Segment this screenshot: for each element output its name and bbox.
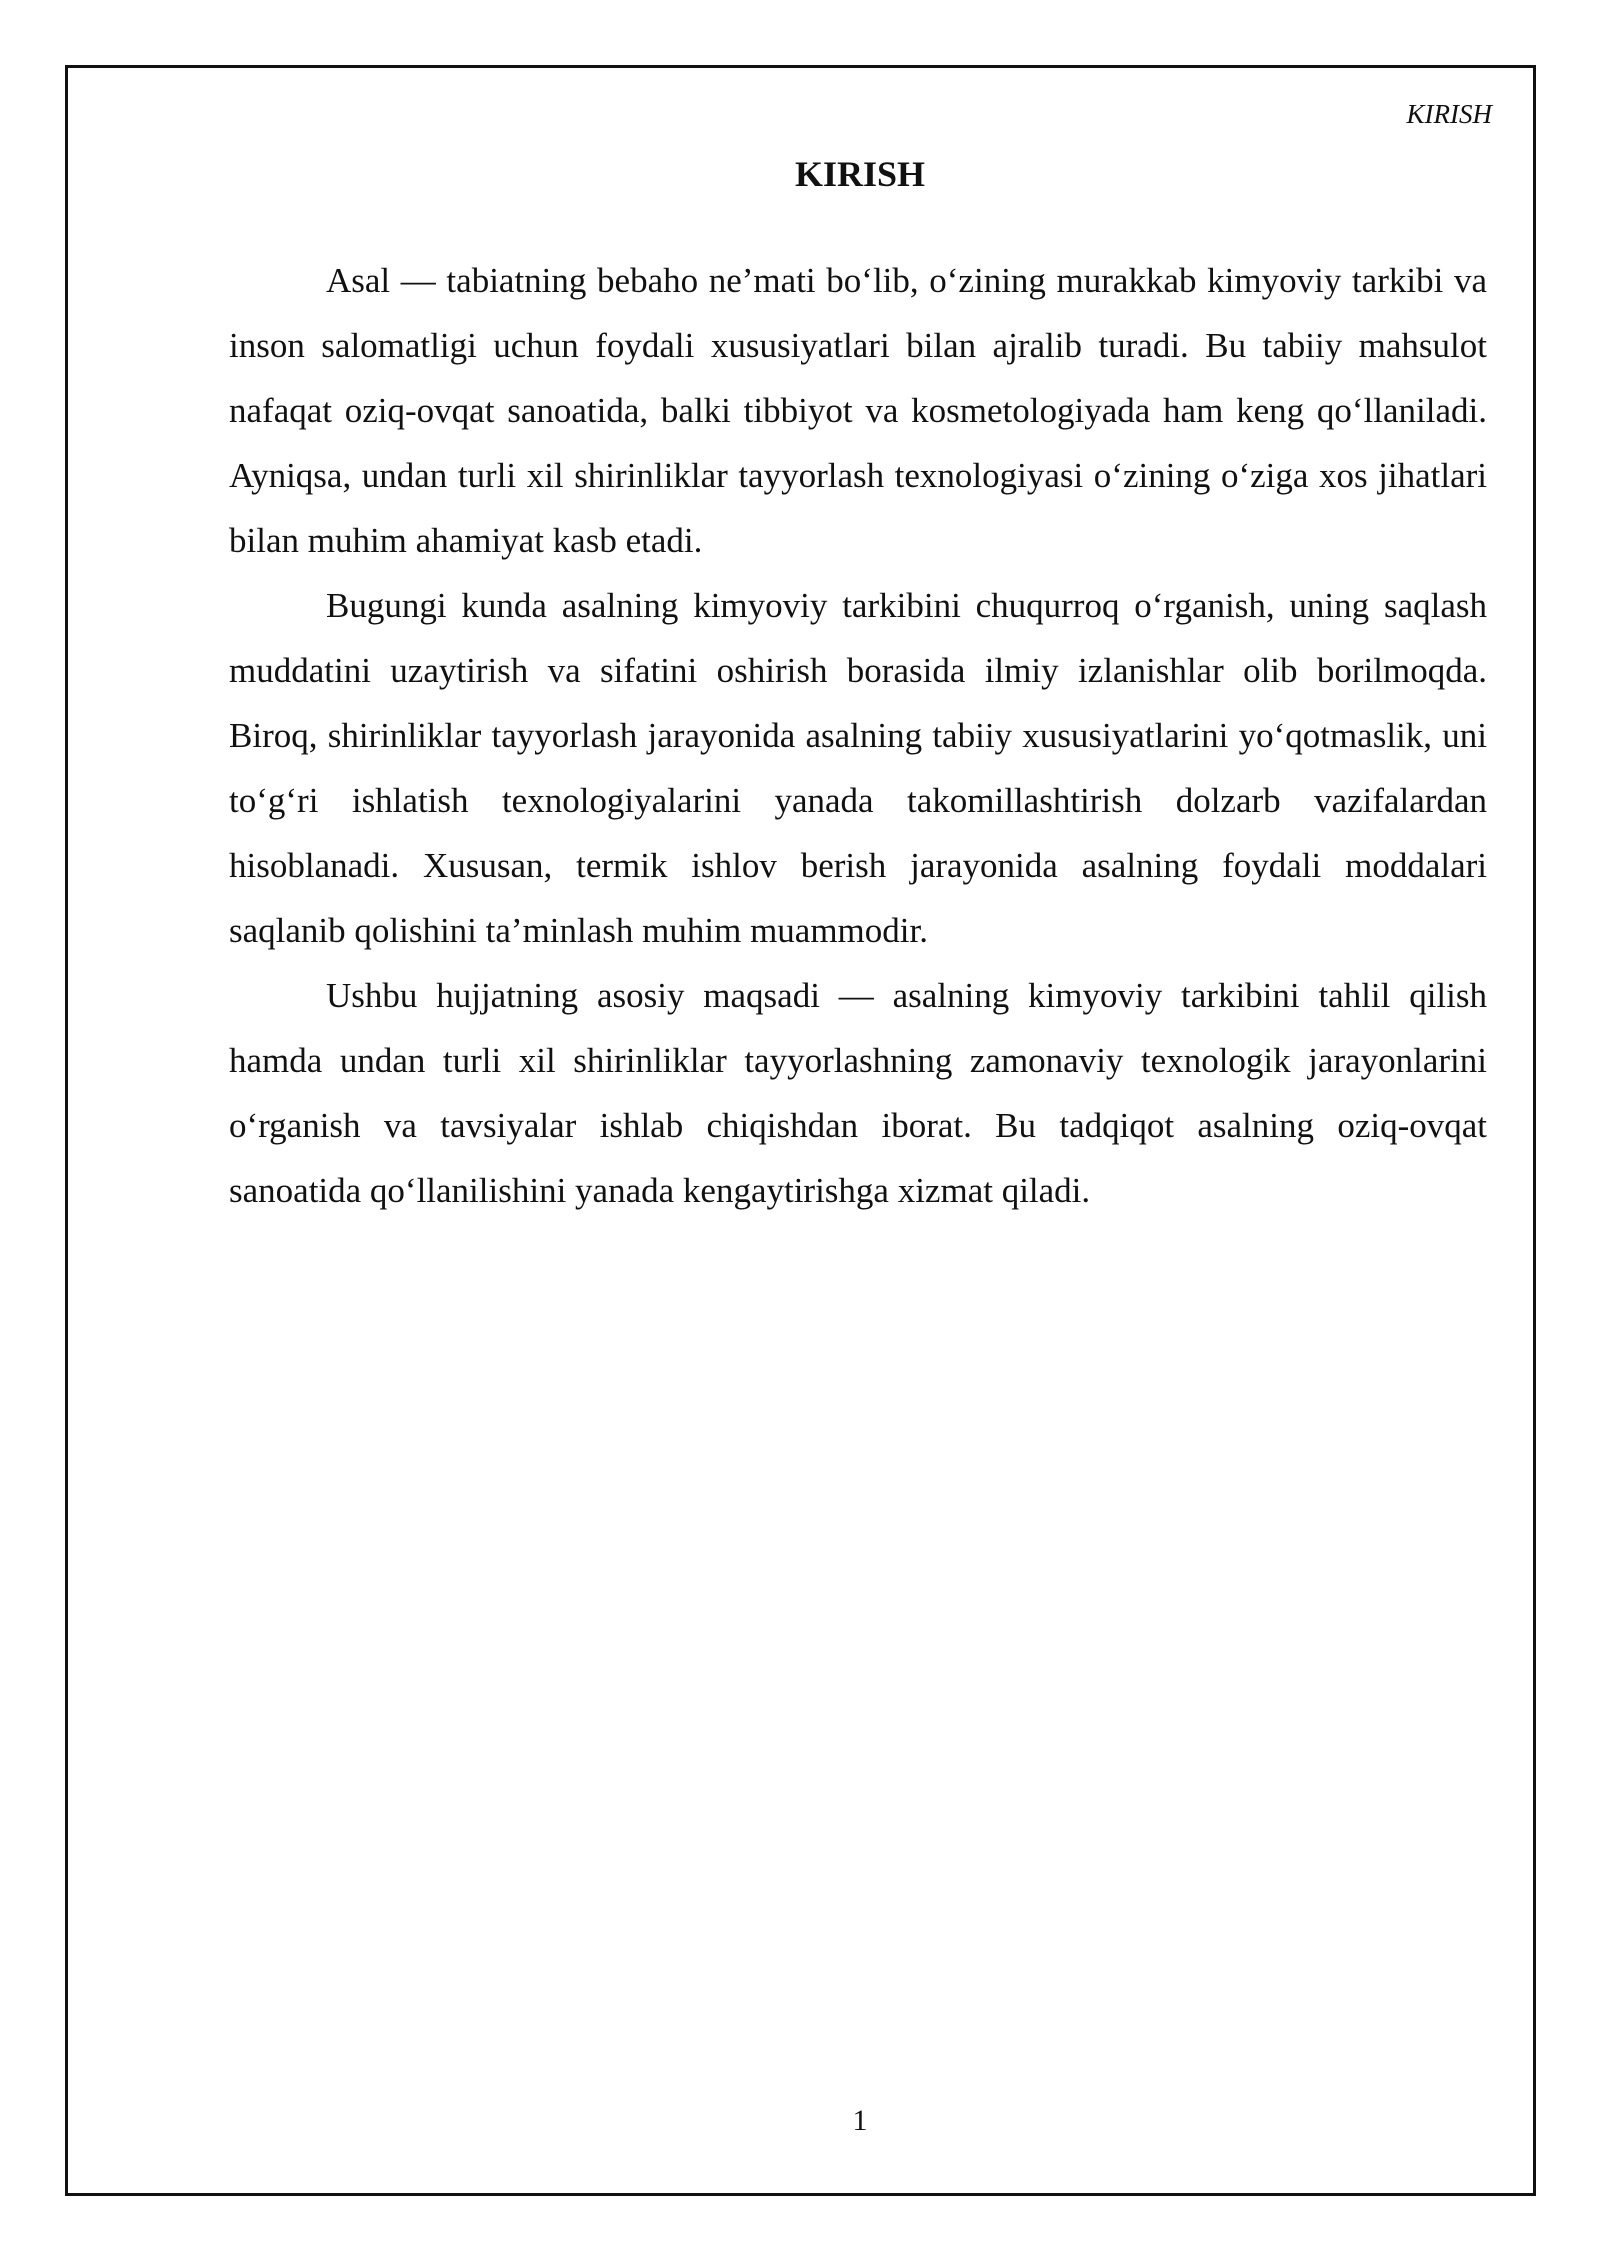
paragraph-1: Asal — tabiatning bebaho ne’mati bo‘lib, o‘zining murakkab kimyoviy tarkibi va inson salomatligi uchun foydali xususiyatlari bilan ajralib turadi. Bu tabiiy mahsulot nafaqat oziq-ovqat sanoatida, balki tibbiyot va kosmetologiyada ham keng qo‘llaniladi. Ayniqsa, undan turli xil shirinliklar tayyorlash texnologiyasi o‘zining o‘ziga xos jihatlari bilan muhim ahamiyat kasb etadi. bbox=[229, 261, 1487, 560]
page-title: KIRISH bbox=[794, 154, 926, 194]
body-text bbox=[229, 248, 1487, 1223]
running-header: KIRISH bbox=[1406, 99, 1492, 129]
page-number: 1 bbox=[852, 2104, 868, 2137]
paragraph-3: Ushbu hujjatning asosiy maqsadi — asalning kimyoviy tarkibini tahlil qilish hamda undan turli xil shirinliklar tayyorlashning zamonaviy texnologik jarayonlarini o‘rganish va tavsiyalar ishlab chiqishdan iborat. Bu tadqiqot asalning oziq-ovqat sanoatida qo‘llanilishini yanada kengaytirishga xizmat qiladi. bbox=[229, 976, 1487, 1210]
paragraph-2: Bugungi kunda asalning kimyoviy tarkibini chuqurroq o‘rganish, uning saqlash muddatini uzaytirish va sifatini oshirish borasida ilmiy izlanishlar olib borilmoqda. Biroq, shirinliklar tayyorlash jarayonida asalning tabiiy xususiyatlarini yo‘qotmaslik, uni to‘g‘ri ishlatish texnologiyalarini yanada takomillashtirish dolzarb vazifalardan hisoblanadi. Xususan, termik ishlov berish jarayonida asalning foydali moddalari saqlanib qolishini ta’minlash muhim muammodir. bbox=[229, 586, 1487, 950]
